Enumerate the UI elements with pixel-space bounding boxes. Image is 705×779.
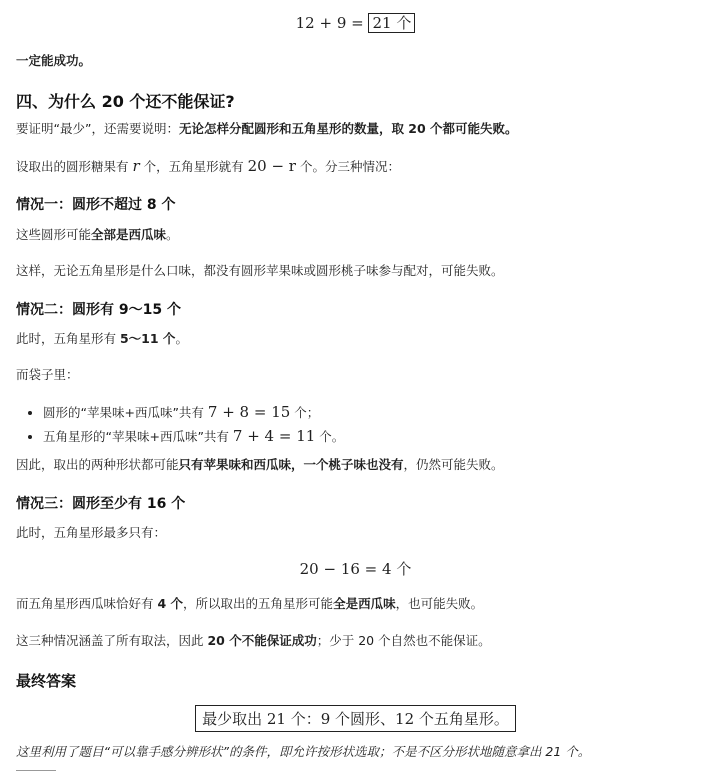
summary-c: ；少于 20 个自然也不能保证。 [316, 633, 491, 648]
case1-line2: 这样，无论五角星形是什么口味，都没有圆形苹果味或圆形桃子味参与配对，可能失败。 [16, 263, 504, 278]
summary-b: 20 个不能保证成功 [207, 633, 317, 648]
summary-line [16, 632, 695, 650]
final-note: 这里利用了题目“可以靠手感分辨形状”的条件，即允许按形状选取；不是不区分形状地随意拿出 21 个。 [16, 744, 591, 759]
case1-line1 [16, 226, 695, 244]
section4-intro-prefix: 要证明“最少”，还需要说明： [16, 121, 179, 136]
case2-line1-a: 此时，五角星形有 [16, 331, 120, 346]
case2-line1-c: 。 [175, 331, 188, 346]
case2-line2: 而袋子里： [16, 367, 79, 382]
divider [16, 770, 56, 779]
summary-a: 这三种情况涵盖了所有取法，因此 [16, 633, 208, 648]
case2-line3-b: 只有苹果味和西瓜味，一个桃子味也没有 [178, 457, 404, 472]
final-answer-box: 最少取出 21 个：9 个圆形、12 个五角星形。 [195, 705, 516, 732]
bullet2-math: 7 + 4 = 11 [232, 427, 316, 445]
section4-intro [16, 120, 695, 138]
case1-line1-b: 全部是西瓜味 [91, 227, 167, 242]
case2-line1 [16, 330, 695, 348]
setup-r: r [132, 157, 140, 175]
case2-title: 情况二：圆形有 9〜15 个 [16, 302, 181, 318]
bullet2-b: 个。 [315, 429, 345, 444]
success-text: 一定能成功。 [16, 53, 92, 68]
bullet1-math: 7 + 8 = 15 [207, 403, 291, 421]
case3-line1: 此时，五角星形最多只有： [16, 525, 167, 540]
case3-line2-a: 而五角星形西瓜味恰好有 [16, 596, 158, 611]
list-item [43, 424, 695, 448]
case1-line1-c: 。 [166, 227, 179, 242]
section4-intro-bold: 无论怎样分配圆形和五角星形的数量，取 20 个都可能失败。 [178, 121, 518, 136]
case2-line3-c: ，仍然可能失败。 [403, 457, 504, 472]
success-line [16, 52, 695, 70]
bullet1-a: 圆形的“苹果味+西瓜味”共有 [43, 405, 208, 420]
setup-c: 个。分三种情况： [295, 159, 400, 174]
case2-line3 [16, 456, 695, 474]
case3-equation: 20 − 16 = 4 个 [299, 560, 412, 578]
case3-line2-d: 全是西瓜味 [333, 596, 396, 611]
setup-expr: 20 − r [247, 157, 296, 175]
case3-line2 [16, 595, 695, 613]
list-item [43, 400, 695, 424]
equation-top-boxed-result: 21 个 [368, 13, 415, 33]
case1-title: 情况一：圆形不超过 8 个 [16, 197, 176, 213]
case3-title: 情况三：圆形至少有 16 个 [16, 496, 186, 512]
case2-bullets [16, 400, 695, 448]
bullet1-b: 个； [290, 405, 320, 420]
equation-top-lhs: 12 + 9 = [295, 14, 369, 32]
setup-b: 个，五角星形就有 [139, 159, 248, 174]
case3-line2-b: 4 个 [157, 596, 184, 611]
section4-setup [16, 156, 695, 178]
case2-line1-b: 5〜11 个 [119, 331, 176, 346]
final-title: 最终答案 [16, 672, 77, 690]
setup-a: 设取出的圆形糖果有 [16, 159, 133, 174]
bullet2-a: 五角星形的“苹果味+西瓜味”共有 [43, 429, 233, 444]
case2-line3-a: 因此，取出的两种形状都可能 [16, 457, 179, 472]
section4-title: 四、为什么 20 个还不能保证? [16, 92, 235, 111]
case1-line1-a: 这些圆形可能 [16, 227, 92, 242]
equation-top [16, 12, 695, 33]
case3-line2-c: ，所以取出的五角星形可能 [183, 596, 334, 611]
final-answer-wrap [16, 705, 695, 732]
case3-line2-e: ，也可能失败。 [395, 596, 484, 611]
